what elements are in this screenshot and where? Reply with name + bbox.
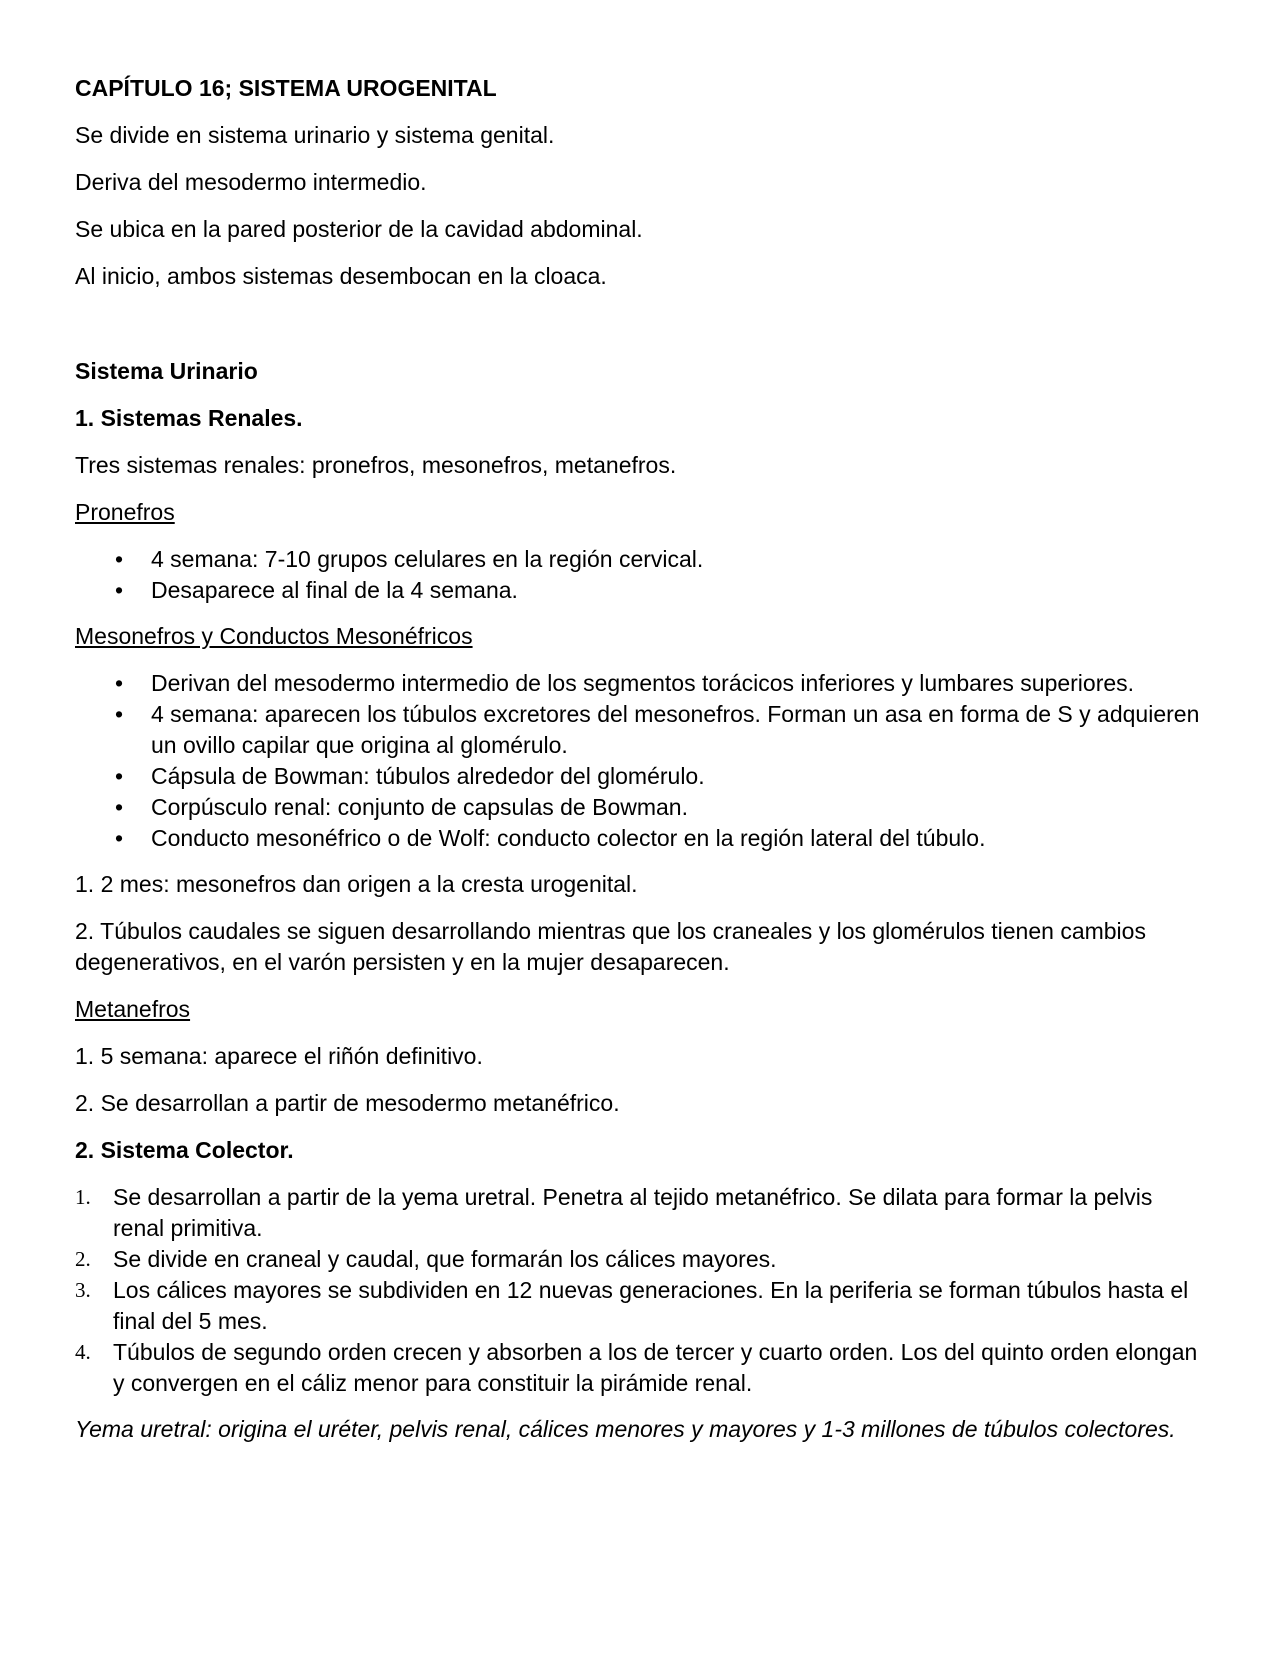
bullet-icon: • xyxy=(115,577,124,603)
list-item xyxy=(75,1182,1205,1244)
list-item-text: Cápsula de Bowman: túbulos alrededor del glomérulo. xyxy=(151,763,705,789)
list-item-text: Derivan del mesodermo intermedio de los segmentos torácicos inferiores y lumbares superiores. xyxy=(151,670,1135,696)
list-item-text: 4 semana: aparecen los túbulos excretores del mesonefros. Forman un asa en forma de S y adquieren un ovillo capilar que origina al glomérulo. xyxy=(151,701,1200,758)
bullet-icon: • xyxy=(115,670,124,696)
list-number: 1. xyxy=(75,1185,91,1209)
list-item-text: Desaparece al final de la 4 semana. xyxy=(151,577,518,603)
chapter-title: CAPÍTULO 16; SISTEMA UROGENITAL xyxy=(75,75,497,101)
subheading-sistemas-renales: 1. Sistemas Renales. xyxy=(75,405,303,431)
list-item xyxy=(75,761,1205,792)
intro-line-4: Al inicio, ambos sistemas desembocan en la cloaca. xyxy=(75,263,607,289)
list-item xyxy=(75,792,1205,823)
colector-list xyxy=(75,1182,1205,1399)
intro-line-3: Se ubica en la pared posterior de la cavidad abdominal. xyxy=(75,216,643,242)
bullet-icon: • xyxy=(115,701,124,727)
bullet-icon: • xyxy=(115,763,124,789)
list-item xyxy=(75,823,1205,854)
mesonefros-note-1: 1. 2 mes: mesonefros dan origen a la cresta urogenital. xyxy=(75,871,638,897)
list-item-text: Corpúsculo renal: conjunto de capsulas de Bowman. xyxy=(151,794,688,820)
list-item xyxy=(75,1275,1205,1337)
pronefros-list xyxy=(75,544,1205,606)
list-number: 3. xyxy=(75,1278,91,1302)
mesonefros-note-2: 2. Túbulos caudales se siguen desarrollando mientras que los craneales y los glomérulos tienen cambios degenerativos, en el varón persisten y en la mujer desaparecen. xyxy=(75,918,1146,975)
section-spacer xyxy=(75,308,1205,356)
subheading-pronefros: Pronefros xyxy=(75,499,175,525)
list-item xyxy=(75,668,1205,699)
list-item-text: Túbulos de segundo orden crecen y absorben a los de tercer y cuarto orden. Los del quinto orden elongan y convergen en el cáliz menor para constituir la pirámide renal. xyxy=(113,1339,1198,1396)
bullet-icon: • xyxy=(115,546,124,572)
sistemas-renales-text: Tres sistemas renales: pronefros, mesonefros, metanefros. xyxy=(75,452,677,478)
list-item xyxy=(75,544,1205,575)
list-item xyxy=(75,1244,1205,1275)
metanefros-note-2: 2. Se desarrollan a partir de mesodermo metanéfrico. xyxy=(75,1090,620,1116)
bullet-icon: • xyxy=(115,794,124,820)
list-number: 2. xyxy=(75,1247,91,1271)
subheading-sistema-colector: 2. Sistema Colector. xyxy=(75,1137,294,1163)
subheading-metanefros: Metanefros xyxy=(75,996,191,1022)
bullet-icon: • xyxy=(115,825,124,851)
list-item-text: 4 semana: 7-10 grupos celulares en la región cervical. xyxy=(151,546,704,572)
subheading-mesonefros: Mesonefros y Conductos Mesonéfricos xyxy=(75,623,473,649)
list-item-text: Se divide en craneal y caudal, que formarán los cálices mayores. xyxy=(113,1246,777,1272)
list-number: 4. xyxy=(75,1340,91,1364)
mesonefros-list xyxy=(75,668,1205,854)
intro-line-2: Deriva del mesodermo intermedio. xyxy=(75,169,427,195)
list-item xyxy=(75,1337,1205,1399)
section-heading-urinario: Sistema Urinario xyxy=(75,358,258,384)
document-page xyxy=(75,73,1205,1461)
intro-line-1: Se divide en sistema urinario y sistema genital. xyxy=(75,122,555,148)
list-item-text: Los cálices mayores se subdividen en 12 nuevas generaciones. En la periferia se forman túbulos hasta el final del 5 mes. xyxy=(113,1277,1189,1334)
list-item xyxy=(75,699,1205,761)
closing-note: Yema uretral: origina el uréter, pelvis renal, cálices menores y mayores y 1-3 millones de túbulos colectores. xyxy=(75,1416,1176,1442)
list-item xyxy=(75,575,1205,606)
list-item-text: Conducto mesonéfrico o de Wolf: conducto colector en la región lateral del túbulo. xyxy=(151,825,986,851)
metanefros-note-1: 1. 5 semana: aparece el riñón definitivo. xyxy=(75,1043,483,1069)
list-item-text: Se desarrollan a partir de la yema uretral. Penetra al tejido metanéfrico. Se dilata para formar la pelvis renal primitiva. xyxy=(113,1184,1153,1241)
